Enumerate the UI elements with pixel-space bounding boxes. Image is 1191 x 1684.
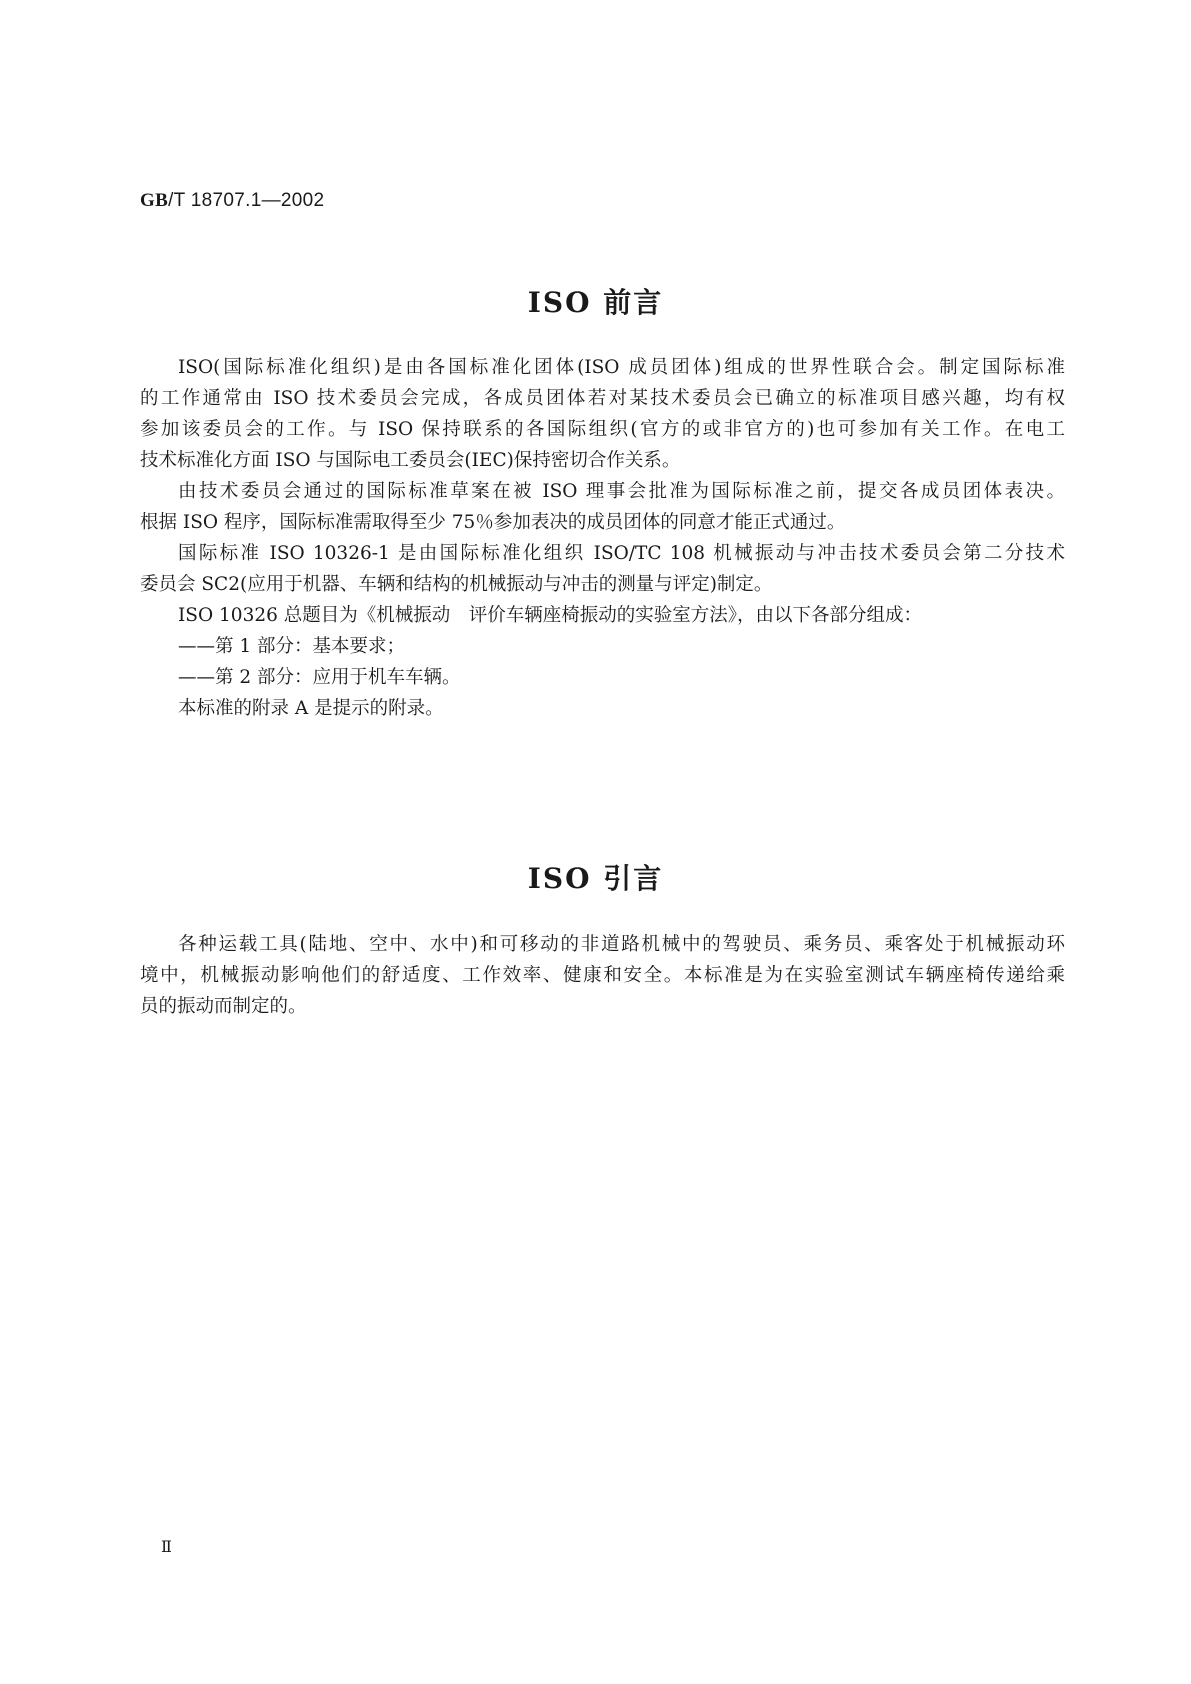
introduction-line: 各种运载工具(陆地、空中、水中)和可移动的非道路机械中的驾驶员、乘务员、乘客处于机械振动环 <box>178 934 1065 955</box>
preface-line: 委员会 SC2(应用于机器、车辆和结构的机械振动与冲击的测量与评定)制定。 <box>140 574 773 595</box>
introduction-line: 员的振动而制定的。 <box>140 996 307 1017</box>
standard-code-prefix: GB <box>140 190 169 211</box>
preface-list-item: ——第 2 部分：应用于机车车辆。 <box>178 667 461 688</box>
standard-code <box>140 190 324 212</box>
preface-body <box>140 352 1065 724</box>
preface-line: 技术标准化方面 ISO 与国际电工委员会(IEC)保持密切合作关系。 <box>140 450 681 471</box>
preface-line: 由技术委员会通过的国际标准草案在被 ISO 理事会批准为国际标准之前，提交各成员团体表决。 <box>178 481 1065 502</box>
preface-line: 参加该委员会的工作。与 ISO 保持联系的各国际组织(官方的或非官方的)也可参加有关工作。在电工 <box>140 419 1065 440</box>
preface-title: ISO 前言 <box>527 286 664 319</box>
introduction-title: ISO 引言 <box>527 862 664 895</box>
page-number: Ⅱ <box>161 1539 172 1556</box>
preface-line: 的工作通常由 ISO 技术委员会完成，各成员团体若对某技术委员会已确立的标准项目感兴趣，均有权 <box>140 388 1065 409</box>
preface-line: 本标准的附录 A 是提示的附录。 <box>178 698 444 719</box>
preface-list-item: ——第 1 部分：基本要求； <box>178 636 406 657</box>
preface-line: 国际标准 ISO 10326-1 是由国际标准化组织 ISO/TC 108 机械振动与冲击技术委员会第二分技术 <box>178 543 1065 564</box>
preface-line: 根据 ISO 程序，国际标准需取得至少 75％参加表决的成员团体的同意才能正式通过。 <box>140 512 846 533</box>
preface-line: ISO(国际标准化组织)是由各国标准化团体(ISO 成员团体)组成的世界性联合会。制定国际标准 <box>178 357 1065 378</box>
standard-code-number: /T 18707.1—2002 <box>168 190 325 211</box>
preface-line: ISO 10326 总题目为《机械振动 评价车辆座椅振动的实验室方法》，由以下各部分组成： <box>178 605 923 626</box>
introduction-line: 境中，机械振动影响他们的舒适度、工作效率、健康和安全。本标准是为在实验室测试车辆座椅传递给乘 <box>140 965 1065 986</box>
introduction-body <box>140 929 1065 1022</box>
